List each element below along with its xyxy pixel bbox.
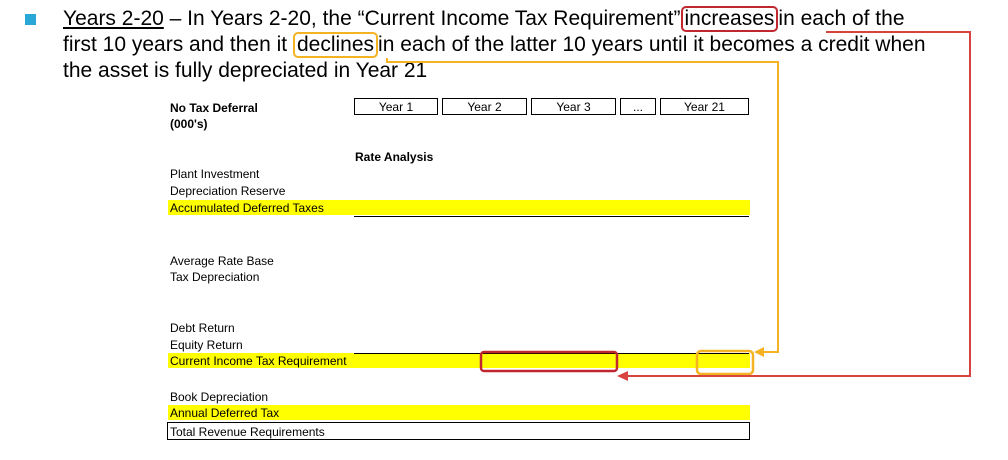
line1-text: – In Years 2-20, the “Current Income Tax Requirement” [163, 7, 681, 30]
header-ellipsis: ... [620, 98, 656, 115]
header-year-21: Year 21 [660, 98, 749, 115]
paragraph-line-3: the asset is fully depreciated in Year 21 [63, 59, 428, 82]
heading-years-2-20: Years 2-20 [63, 7, 164, 30]
table-subtitle: (000's) [170, 117, 208, 131]
line1-text-end: in each of the [778, 7, 905, 30]
row-label-tax-depreciation: Tax Depreciation [170, 270, 260, 284]
row-label-equity-return: Equity Return [170, 338, 243, 352]
row-label-plant-investment: Plant Investment [170, 167, 260, 181]
line2-text: first 10 years and then it [63, 33, 288, 56]
rate-analysis-label: Rate Analysis [355, 150, 434, 164]
current-tax-rule [354, 353, 749, 354]
row-label-current-tax: Current Income Tax Requirement [170, 354, 347, 368]
line2-text-end: in each of the latter 10 years until it becomes a credit when [378, 33, 926, 56]
header-year-2: Year 2 [442, 98, 527, 115]
row-label-depreciation-reserve: Depreciation Reserve [170, 184, 286, 198]
bullet-square-icon [25, 14, 36, 25]
row-label-annual-deferred: Annual Deferred Tax [170, 406, 280, 420]
declines-highlight: declines [293, 32, 378, 58]
red-arrowhead-icon [617, 371, 628, 381]
subtotal-rule [354, 216, 749, 217]
header-year-1: Year 1 [354, 98, 438, 115]
row-label-debt-return: Debt Return [170, 321, 235, 335]
header-year-3: Year 3 [531, 98, 616, 115]
bullet-paragraph [63, 6, 993, 84]
row-label-avg-rate-base: Average Rate Base [170, 254, 274, 268]
orange-arrowhead-icon [754, 347, 764, 357]
paragraph-line-1 [63, 6, 993, 32]
row-label-book-depreciation: Book Depreciation [170, 390, 269, 404]
row-label-accum-deferred: Accumulated Deferred Taxes [170, 201, 324, 215]
increases-highlight: increases [681, 6, 779, 32]
paragraph-line-2 [63, 32, 993, 58]
row-label-total-revenue: Total Revenue Requirements [170, 425, 325, 439]
table-title: No Tax Deferral [170, 101, 258, 115]
